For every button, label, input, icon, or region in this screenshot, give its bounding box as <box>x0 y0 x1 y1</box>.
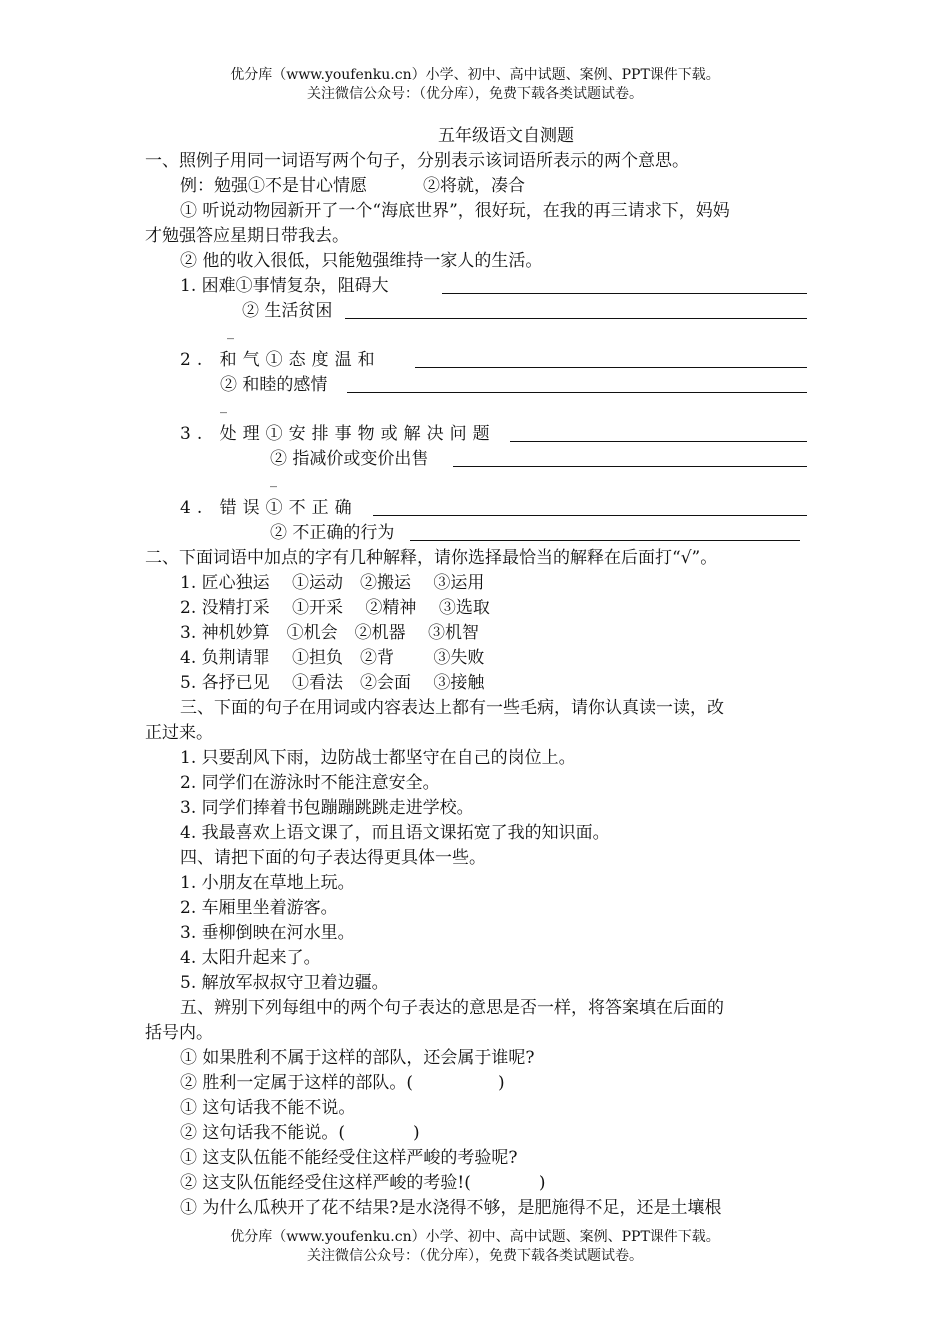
s1-q1-a-text: 1. 困难①事情复杂，阻碍大 <box>180 276 389 296</box>
header-line-1: 优分库（www.youfenku.cn）小学、初中、高中试题、案例、PPT课件下载。 <box>230 67 720 83</box>
s5-heading-l1: 五、辨别下列每组中的两个句子表达的意思是否一样，将答案填在后面的 <box>180 998 724 1018</box>
s1-q3-a-answer-line[interactable] <box>510 424 807 442</box>
s3-heading-l1: 三、下面的句子在用词或内容表达上都有一些毛病，请你认真读一读，改 <box>180 698 724 718</box>
s2-heading: 二、下面词语中加点的字有几种解释，请你选择最恰当的解释在后面打“√”。 <box>145 548 718 568</box>
s1-q2-a <box>145 348 807 373</box>
s1-example-b: ②将就，凑合 <box>423 176 525 196</box>
s4-item-1: 1. 小朋友在草地上玩。 <box>180 873 355 893</box>
s3-heading-l2: 正过来。 <box>145 723 213 743</box>
s1-q4-b-answer-line[interactable] <box>410 523 800 541</box>
s1-q2-b <box>145 373 807 398</box>
s3-item-2: 2. 同学们在游泳时不能注意安全。 <box>180 773 440 793</box>
s1-q2-a-text: 2. 和气①态度温和 <box>180 350 381 370</box>
document-body <box>145 124 807 1221</box>
s3-item-3: 3. 同学们捧着书包蹦蹦跳跳走进学校。 <box>180 798 474 818</box>
s3-item-1: 1. 只要刮风下雨，边防战士都坚守在自己的岗位上。 <box>180 748 576 768</box>
s2-item-5: 5. 各抒已见 ①看法 ②会面 ③接触 <box>180 673 485 693</box>
s2-item-3: 3. 神机妙算 ①机会 ②机器 ③机智 <box>180 623 480 643</box>
s1-q3-b-answer-line[interactable] <box>453 449 807 467</box>
s5-item-3: ① 这句话我不能不说。 <box>180 1098 356 1118</box>
s2-item-4: 4. 负荆请罪 ①担负 ②背 ③失败 <box>180 648 485 668</box>
s1-q1-b-answer-line[interactable] <box>345 301 807 319</box>
s1-example-sentence-1-l1: ① 听说动物园新开了一个“海底世界”，很好玩，在我的再三请求下，妈妈 <box>180 201 730 221</box>
s1-q2-dash: _ <box>220 398 227 414</box>
s1-q1-a-answer-line[interactable] <box>442 276 807 294</box>
s5-heading-l2: 括号内。 <box>145 1023 213 1043</box>
s1-q3-b-text: ② 指减价或变价出售 <box>270 449 429 469</box>
footer-line-2: 关注微信公众号：（优分库），免费下载各类试题试卷。 <box>307 1248 643 1264</box>
s5-item-4: ② 这句话我不能说。( ) <box>180 1123 420 1143</box>
s1-q4-a-text: 4. 错误①不正确 <box>180 498 358 518</box>
page-footer <box>0 1228 950 1266</box>
s4-item-4: 4. 太阳升起来了。 <box>180 948 321 968</box>
header-line-2: 关注微信公众号：（优分库），免费下载各类试题试卷。 <box>307 86 643 102</box>
footer-line-1: 优分库（www.youfenku.cn）小学、初中、高中试题、案例、PPT课件下载。 <box>230 1229 720 1245</box>
s3-item-4: 4. 我最喜欢上语文课了，而且语文课拓宽了我的知识面。 <box>180 823 610 843</box>
s1-example-sentence-2: ② 他的收入很低，只能勉强维持一家人的生活。 <box>180 251 543 271</box>
s1-q4-a <box>145 496 807 521</box>
s5-item-7: ① 为什么瓜秧开了花不结果?是水浇得不够，是肥施得不足，还是土壤根 <box>180 1198 722 1218</box>
s1-q3-dash: _ <box>270 472 277 488</box>
s1-q1-dash: _ <box>227 324 234 340</box>
s1-q4-a-answer-line[interactable] <box>373 498 807 516</box>
doc-title: 五年级语文自测题 <box>438 126 574 146</box>
s4-item-3: 3. 垂柳倒映在河水里。 <box>180 923 355 943</box>
s1-q2-a-answer-line[interactable] <box>415 350 807 368</box>
s1-q2-b-answer-line[interactable] <box>347 375 807 393</box>
s5-item-1: ① 如果胜利不属于这样的部队，还会属于谁呢? <box>180 1048 535 1068</box>
s1-heading: 一、照例子用同一词语写两个句子，分别表示该词语所表示的两个意思。 <box>145 151 689 171</box>
s1-q1-b <box>145 299 807 324</box>
s1-q2-b-text: ② 和睦的感情 <box>220 375 328 395</box>
s1-q3-b <box>145 447 807 472</box>
s1-example-sentence-1-l2: 才勉强答应星期日带我去。 <box>145 226 349 246</box>
s1-example <box>145 174 807 199</box>
s1-q4-b-text: ② 不正确的行为 <box>270 523 395 543</box>
s4-heading: 四、请把下面的句子表达得更具体一些。 <box>180 848 486 868</box>
s1-q3-a <box>145 422 807 447</box>
s5-item-6: ② 这支队伍能经受住这样严峻的考验!( ) <box>180 1173 546 1193</box>
s2-item-1: 1. 匠心独运 ①运动 ②搬运 ③运用 <box>180 573 485 593</box>
s5-item-2: ② 胜利一定属于这样的部队。( ) <box>180 1073 505 1093</box>
s1-q1-a <box>145 274 807 299</box>
s1-q3-a-text: 3. 处理①安排事物或解决问题 <box>180 424 496 444</box>
s5-item-5: ① 这支队伍能不能经受住这样严峻的考验呢? <box>180 1148 518 1168</box>
s2-item-2: 2. 没精打采 ①开采 ②精神 ③选取 <box>180 598 490 618</box>
s4-item-2: 2. 车厢里坐着游客。 <box>180 898 338 918</box>
page-header <box>0 66 950 104</box>
s1-q4-b <box>145 521 807 546</box>
s4-item-5: 5. 解放军叔叔守卫着边疆。 <box>180 973 389 993</box>
s1-q1-b-text: ② 生活贫困 <box>242 301 333 321</box>
s1-example-a: 例：勉强①不是甘心情愿 <box>180 176 367 196</box>
